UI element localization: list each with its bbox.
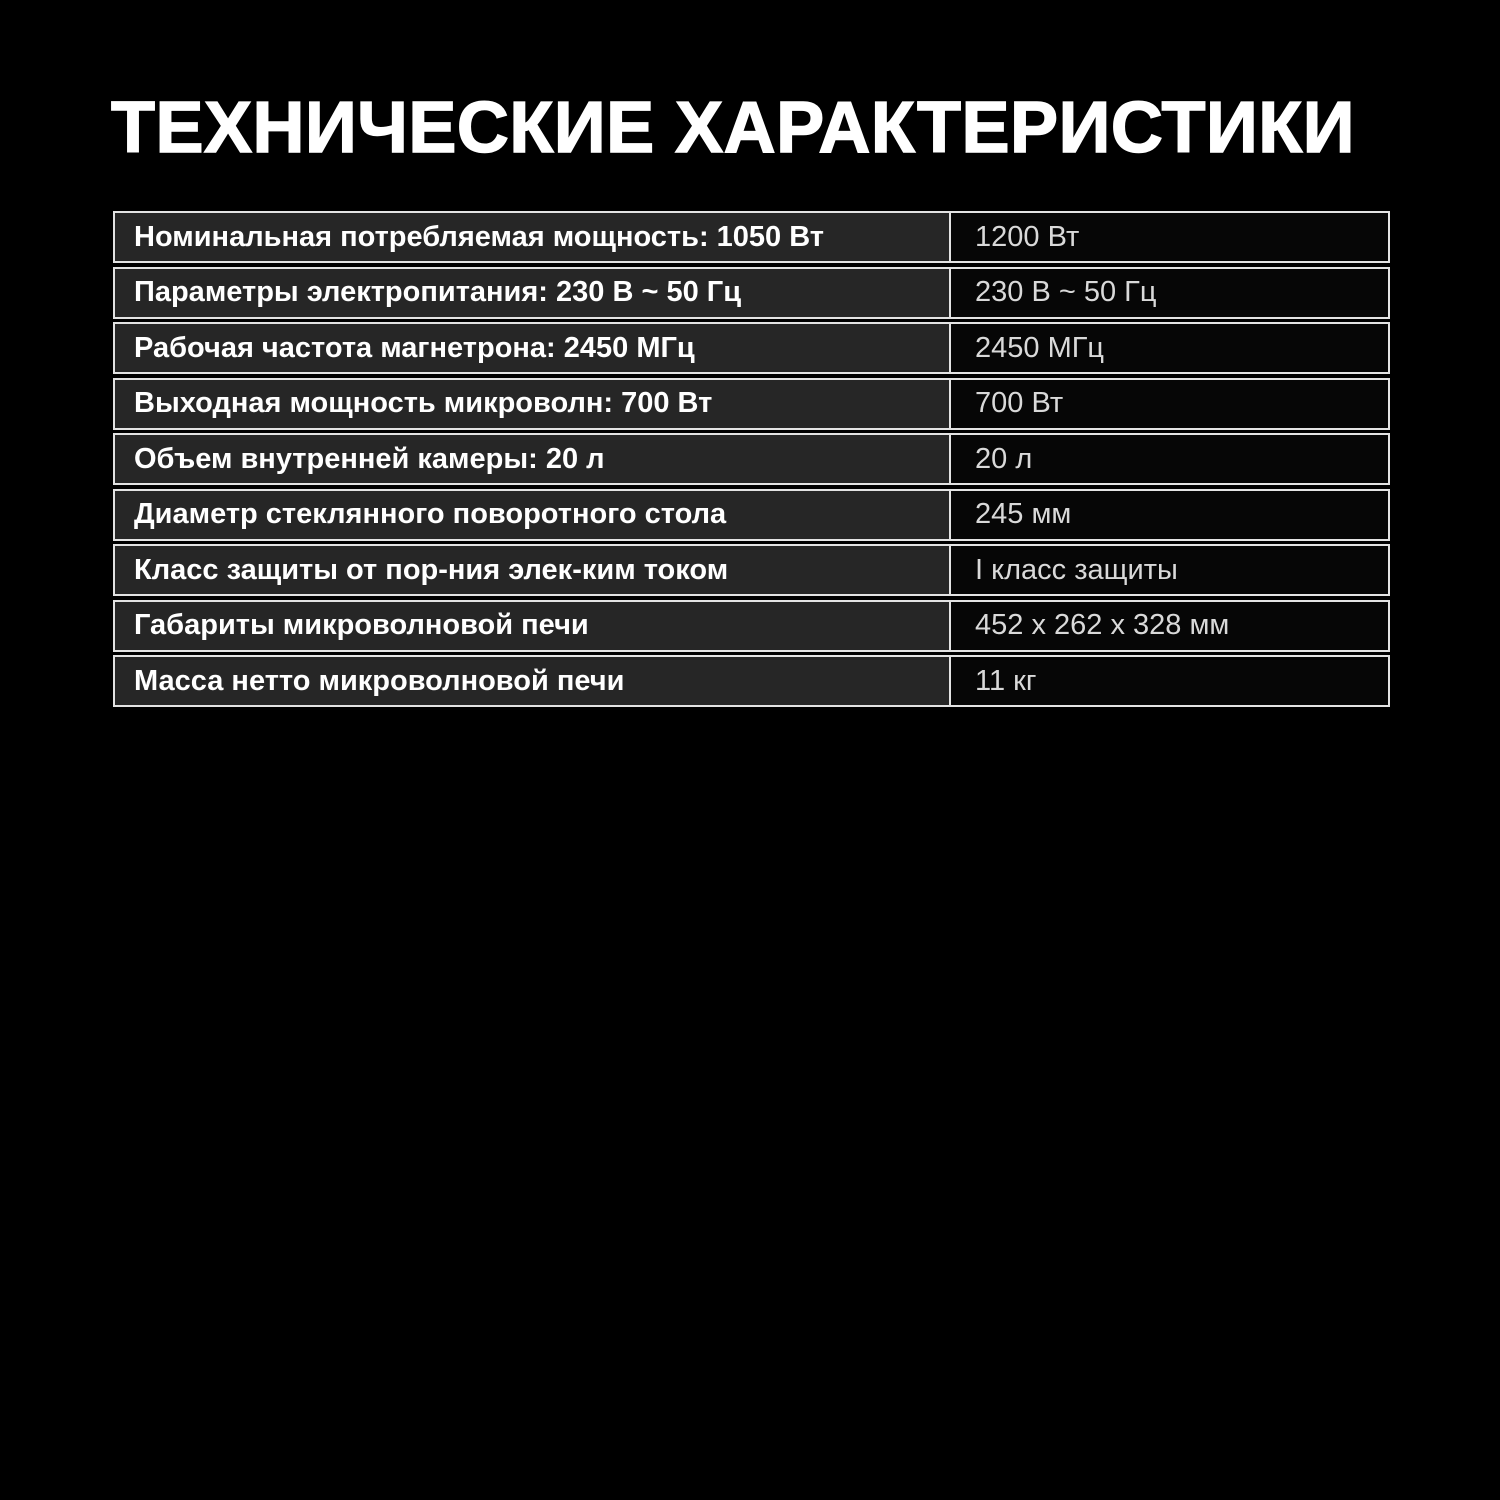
table-row [113,600,1390,652]
table-row [113,544,1390,596]
spec-value: 700 Вт [951,380,1388,428]
table-row [113,433,1390,485]
spec-value: 1200 Вт [951,213,1388,261]
spec-label: Номинальная потребляемая мощность: 1050 Вт [115,213,951,261]
spec-value: 452 x 262 x 328 мм [951,602,1388,650]
page-title: ТЕХНИЧЕСКИЕ ХАРАКТЕРИСТИКИ [111,88,1355,168]
spec-label: Класс защиты от пор-ния элек-ким током [115,546,951,594]
spec-value: 2450 МГц [951,324,1388,372]
spec-value: 245 мм [951,491,1388,539]
spec-value: 20 л [951,435,1388,483]
table-row [113,267,1390,319]
table-row [113,211,1390,263]
table-row [113,489,1390,541]
table-row [113,378,1390,430]
spec-value: 11 кг [951,657,1388,705]
spec-label: Выходная мощность микроволн: 700 Вт [115,380,951,428]
spec-label: Рабочая частота магнетрона: 2450 МГц [115,324,951,372]
spec-label: Объем внутренней камеры: 20 л [115,435,951,483]
table-row [113,322,1390,374]
spec-label: Габариты микроволновой печи [115,602,951,650]
spec-label: Диаметр стеклянного поворотного стола [115,491,951,539]
table-row [113,655,1390,707]
specs-table [113,211,1390,707]
spec-label: Масса нетто микроволновой печи [115,657,951,705]
spec-value: I класс защиты [951,546,1388,594]
spec-value: 230 В ~ 50 Гц [951,269,1388,317]
spec-label: Параметры электропитания: 230 В ~ 50 Гц [115,269,951,317]
